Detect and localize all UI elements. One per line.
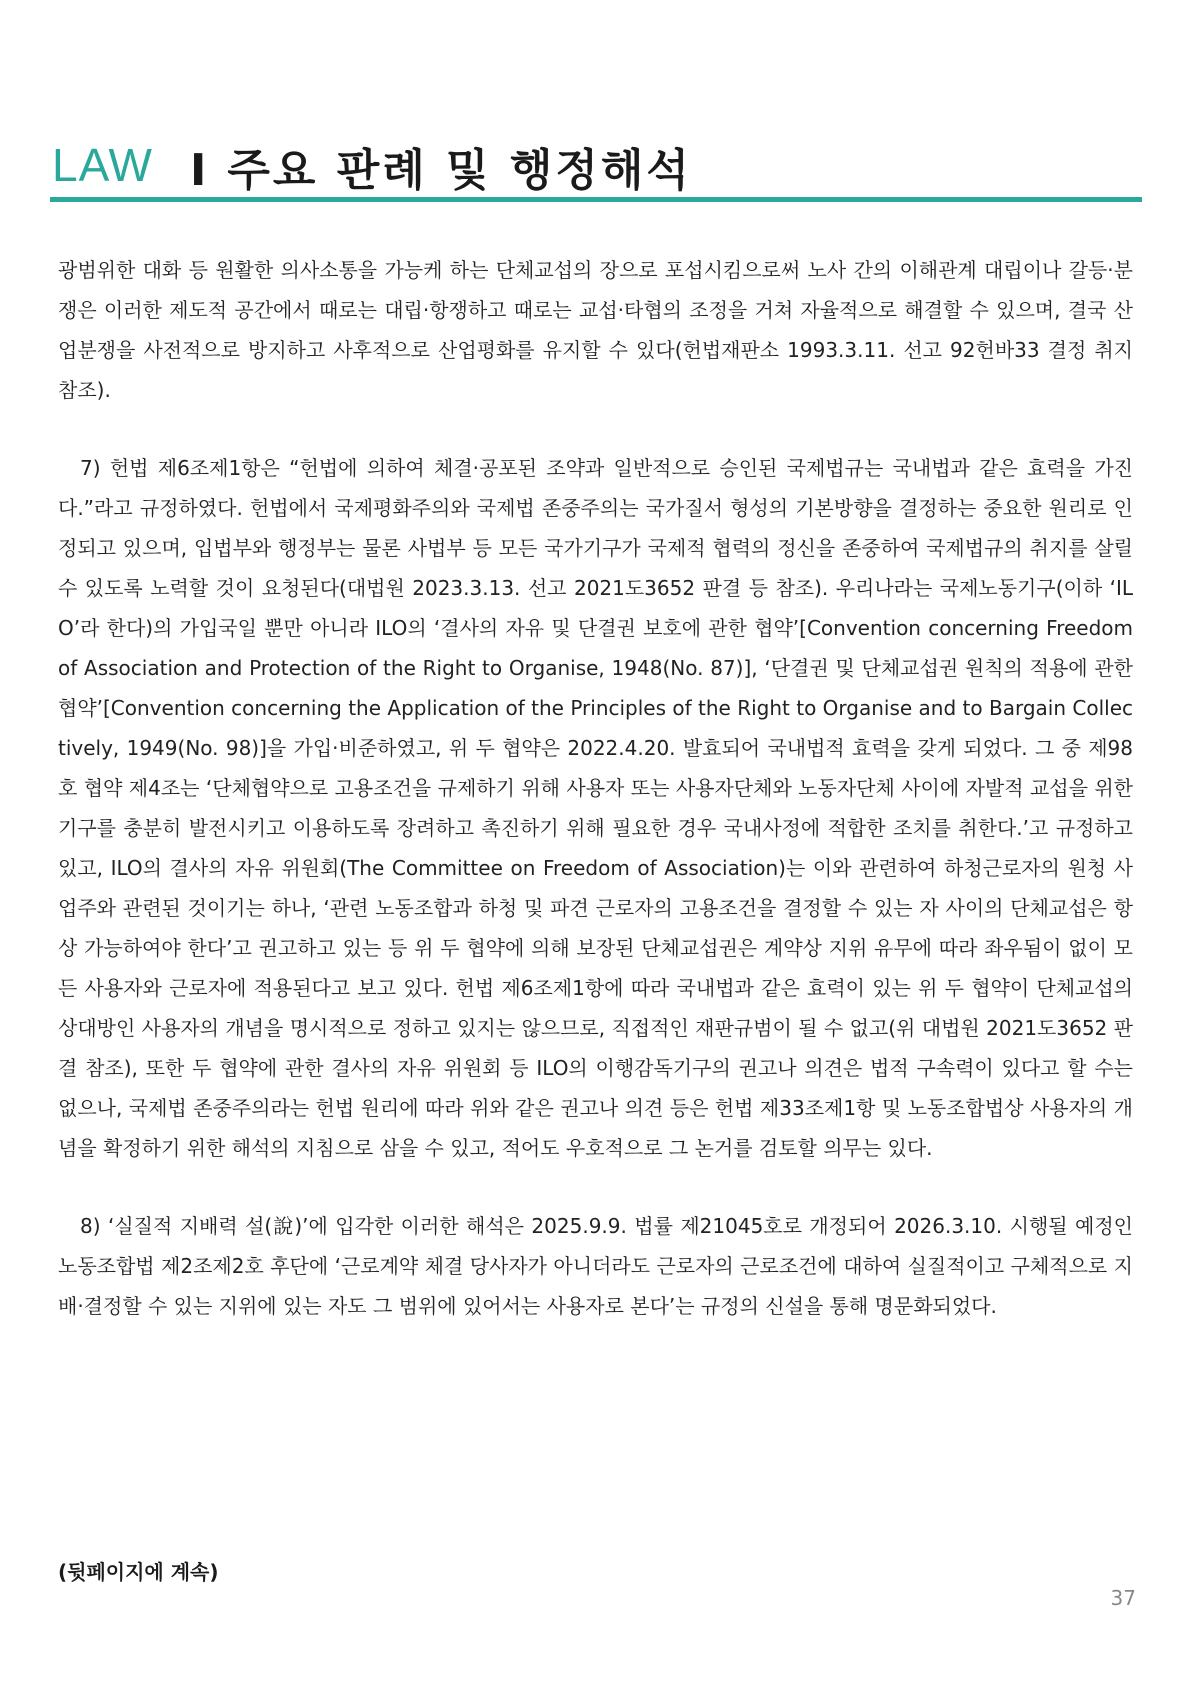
- footnote-8: 8) ‘실질적 지배력 설(說)’에 입각한 이러한 해석은 2025.9.9. 법률 제21045호로 개정되어 2026.3.10. 시행될 예정인 노동조합법 제2조제2호 후단에 ‘근로계약 체결 당사자가 아니더라도 근로자의 근로조건에 대하여 실질적이고 구체적으로 지배·결정할 수 있는 지위에 있는 자도 그 범위에 있어서는 사용자로 본다’는 규정의 신설을 통해 명문화되었다.: [58, 1214, 1133, 1318]
- paragraph-continued: 광범위한 대화 등 원활한 의사소통을 가능케 하는 단체교섭의 장으로 포섭시킴으로써 노사 간의 이해관계 대립이나 갈등·분쟁은 이러한 제도적 공간에서 때로는 대립·항쟁하고 때로는 교섭·타협의 조정을 거쳐 자율적으로 해결할 수 있으며, 결국 산업분쟁을 사전적으로 방지하고 사후적으로 산업평화를 유지할 수 있다(헌법재판소 1993.3.11. 선고 92헌바33 결정 취지 참조).: [58, 258, 1133, 402]
- footnote-7: 7) 헌법 제6조제1항은 “헌법에 의하여 체결·공포된 조약과 일반적으로 승인된 국제법규는 국내법과 같은 효력을 가진다.”라고 규정하였다. 헌법에서 국제평화주의와 국제법 존중주의는 국가질서 형성의 기본방향을 결정하는 중요한 원리로 인정되고 있으며, 입법부와 행정부는 물론 사법부 등 모든 국가기구가 국제적 협력의 정신을 존중하여 국제법규의 취지를 살릴 수 있도록 노력할 것이 요청된다(대법원 2023.3.13. 선고 2021도3652 판결 등 참조). 우리나라는 국제노동기구(이하 ‘ILO’라 한다)의 가입국일 뿐만 아니라 ILO의 ‘결사의 자유 및 단결권 보호에 관한 협약’[Convention concerning Freedom of Association and Protection of the Right to Organise, 1948(No. 87)], ‘단결권 및 단체교섭권 원칙의 적용에 관한 협약’[Convention concerning the Application of the Principles of the Right to Organise and to Bargain Collectively, 1949(No. 98)]을 가입·비준하였고, 위 두 협약은 2022.4.20. 발효되어 국내법적 효력을 갖게 되었다. 그 중 제98호 협약 제4조는 ‘단체협약으로 고용조건을 규제하기 위해 사용자 또는 사용자단체와 노동자단체 사이에 자발적 교섭을 위한 기구를 충분히 발전시키고 이용하도록 장려하고 촉진하기 위해 필요한 경우 국내사정에 적합한 조치를 취한다.’고 규정하고 있고, ILO의 결사의 자유 위원회(The Committee on Freedom of Association)는 이와 관련하여 하청근로자의 원청 사업주와 관련된 것이기는 하나, ‘관련 노동조합과 하청 및 파견 근로자의 고용조건을 결정할 수 있는 자 사이의 단체교섭은 항상 가능하여야 한다’고 권고하고 있는 등 위 두 협약에 의해 보장된 단체교섭권은 계약상 지위 유무에 따라 좌우됨이 없이 모든 사용자와 근로자에 적용된다고 보고 있다. 헌법 제6조제1항에 따라 국내법과 같은 효력이 있는 위 두 협약이 단체교섭의 상대방인 사용자의 개념을 명시적으로 정하고 있지는 않으므로, 직접적인 재판규범이 될 수 없고(위 대법원 2021도3652 판결 참조), 또한 두 협약에 관한 결사의 자유 위원회 등 ILO의 이행감독기구의 권고나 의견은 법적 구속력이 있다고 할 수는 없으나, 국제법 존중주의라는 헌법 원리에 따라 위와 같은 권고나 의견 등은 헌법 제33조제1항 및 노동조합법상 사용자의 개념을 확정하기 위한 해석의 지침으로 삼을 수 있고, 적어도 우호적으로 그 논거를 검토할 의무는 있다.: [58, 456, 1133, 1160]
- page-header: [50, 128, 1142, 206]
- section-tag: LAW: [52, 139, 153, 191]
- page-number: 37: [1110, 1586, 1136, 1610]
- continue-note: (뒷페이지에 계속): [58, 1560, 219, 1584]
- title-text: 주요 판례 및 행정해석: [227, 145, 692, 196]
- document-body: [58, 250, 1133, 1326]
- title-separator: I: [190, 145, 210, 196]
- header-rule: [50, 197, 1142, 202]
- page-title: [190, 134, 692, 198]
